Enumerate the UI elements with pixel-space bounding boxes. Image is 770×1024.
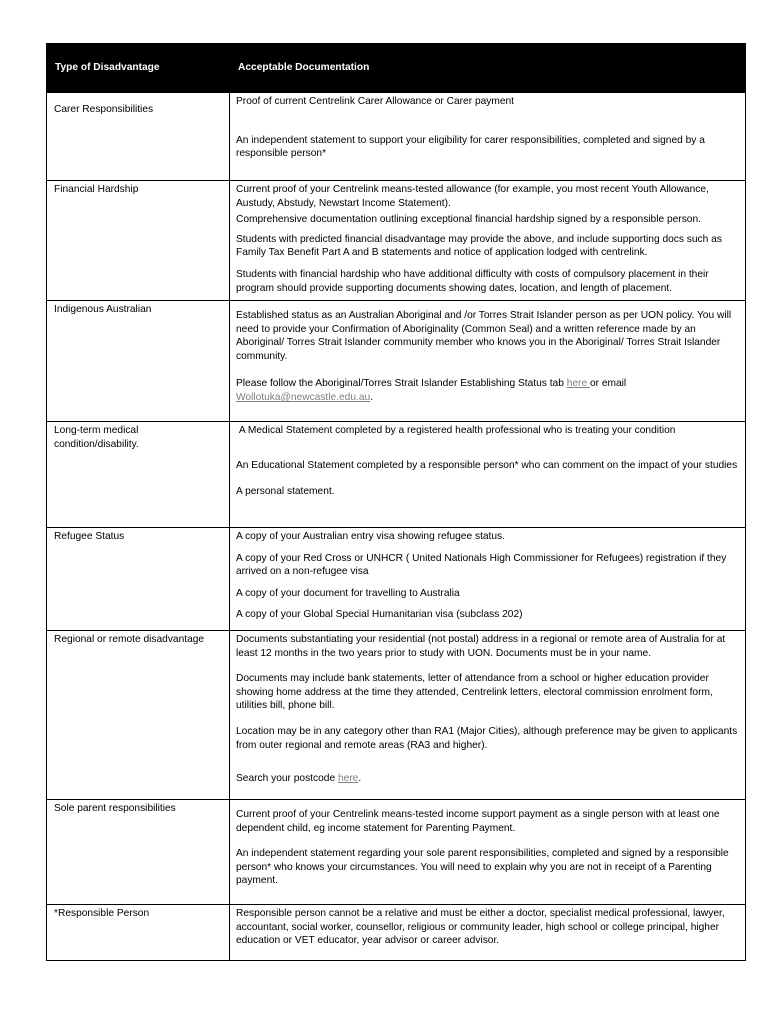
table-row-indigenous — [47, 301, 746, 422]
type-cell — [47, 93, 230, 181]
list-item: Established status as an Australian Aboriginal and /or Torres Strait Islander person as per UON policy. You will need to provide your Confirmation of Aboriginality (Common Seal) and a written reference made by an Aboriginal/ Torres Strait Islander community member who knows you in the Aboriginal/ Torres Strait Islander community. — [236, 310, 732, 362]
documentation-cell — [230, 800, 746, 905]
type-label: *Responsible Person — [54, 908, 150, 919]
search-postcode-link[interactable]: here — [337, 773, 359, 785]
documentation-cell — [230, 905, 746, 961]
type-label: Indigenous Australian — [54, 304, 152, 315]
list-item: Responsible person cannot be a relative and must be either a doctor, specialist medical professional, lawyer, accountant, social worker, counsellor, religious or community leader, high school or college principal, higher education or VET educator, year advisor or career advisor. — [236, 908, 725, 947]
list-item: Location may be in any category other than RA1 (Major Cities), although preference may be given to applicants from outer regional and remote areas (RA3 and higher). — [236, 725, 738, 751]
list-item: A copy of your document for travelling to Australia — [236, 587, 460, 599]
header-acceptable-documentation: Acceptable Documentation — [230, 44, 746, 93]
table-row-sole-parent — [47, 800, 746, 905]
list-item: An independent statement to support your eligibility for carer responsibilities, completed and signed by a responsible person* — [236, 134, 705, 160]
search-postcode-text: Search your postcode — [236, 773, 338, 785]
list-item: A personal statement. — [236, 486, 335, 498]
list-item: A copy of your Australian entry visa showing refugee status. — [236, 531, 505, 542]
type-cell — [47, 631, 230, 800]
list-item: A copy of your Red Cross or UNHCR ( United Nationals High Commissioner for Refugees) registration if they arrived on a non-refugee visa — [236, 552, 727, 578]
list-item: Comprehensive documentation outlining exceptional financial hardship signed by a responsible person. — [236, 214, 701, 226]
list-item-follow-status — [236, 377, 739, 404]
table-row-carer — [47, 93, 746, 181]
list-item: A Medical Statement completed by a registered health professional who is treating your condition — [236, 425, 676, 436]
follow-end-text: . — [370, 391, 374, 403]
list-item-search-postcode — [236, 772, 739, 786]
table-row-responsible-person — [47, 905, 746, 961]
type-label: Sole parent responsibilities — [54, 803, 176, 814]
type-label: Carer Responsibilities — [54, 104, 154, 115]
list-item: Documents substantiating your residential (not postal) address in a regional or remote area of Australia for at least 12 months in the two years prior to study with UON. Documents must be in your name. — [236, 634, 726, 659]
type-cell — [47, 528, 230, 631]
table-header-row — [47, 44, 746, 93]
type-cell — [47, 800, 230, 905]
documentation-cell — [230, 422, 746, 528]
type-cell — [47, 905, 230, 961]
follow-or-email-text: or email — [589, 378, 627, 390]
type-label: Long-term medical condition/disability. — [54, 425, 139, 450]
table-row-medical — [47, 422, 746, 528]
table-row-refugee — [47, 528, 746, 631]
list-item: Students with predicted financial disadvantage may provide the above, and include supporting docs such as Family Tax Benefit Part A and B statements and notice of application lodged with centrelink. — [236, 233, 722, 259]
disadvantage-documentation-table — [46, 43, 746, 961]
list-item: Documents may include bank statements, letter of attendance from a school or higher education provider showing home address at the time they attended, Centrelink letters, electoral commission enrolment form, utilities bill, phone bill. — [236, 673, 713, 712]
list-item: Current proof of your Centrelink means-tested allowance (for example, you most recent Youth Allowance, Austudy, Abstudy, Newstart Income Statement). — [236, 184, 709, 209]
follow-text: Please follow the Aboriginal/Torres Strait Islander Establishing Status tab — [236, 378, 567, 390]
list-item: A copy of your Global Special Humanitarian visa (subclass 202) — [236, 609, 523, 621]
documentation-cell — [230, 181, 746, 301]
header-type-of-disadvantage: Type of Disadvantage — [47, 44, 230, 93]
wollotuka-email-link[interactable]: Wollotuka@newcastle.edu.au — [236, 391, 371, 403]
documentation-cell — [230, 528, 746, 631]
type-label: Refugee Status — [54, 531, 125, 542]
list-item: An Educational Statement completed by a responsible person* who can comment on the impact of your studies — [236, 459, 738, 471]
list-item: Proof of current Centrelink Carer Allowance or Carer payment — [236, 96, 515, 107]
type-cell — [47, 301, 230, 422]
establishing-status-link[interactable]: here — [566, 378, 590, 390]
list-item: Students with financial hardship who have additional difficulty with costs of compulsory placement in their program should provide supporting documents showing dates, location, and length of placement. — [236, 268, 709, 294]
list-item: Current proof of your Centrelink means-tested income support payment as a single person with at least one dependent child, eg income statement for Parenting Payment. — [236, 809, 720, 834]
search-postcode-end: . — [358, 773, 362, 785]
list-item: An independent statement regarding your sole parent responsibilities, completed and signed by a responsible person* who knows your circumstances. You will need to explain why you are not in receipt of a Parenting payment. — [236, 848, 729, 887]
type-label: Financial Hardship — [54, 184, 139, 195]
type-cell — [47, 422, 230, 528]
type-label: Regional or remote disadvantage — [54, 634, 205, 645]
table-row-financial-hardship — [47, 181, 746, 301]
documentation-cell — [230, 93, 746, 181]
documentation-cell — [230, 301, 746, 422]
documentation-cell — [230, 631, 746, 800]
type-cell — [47, 181, 230, 301]
table-row-regional — [47, 631, 746, 800]
